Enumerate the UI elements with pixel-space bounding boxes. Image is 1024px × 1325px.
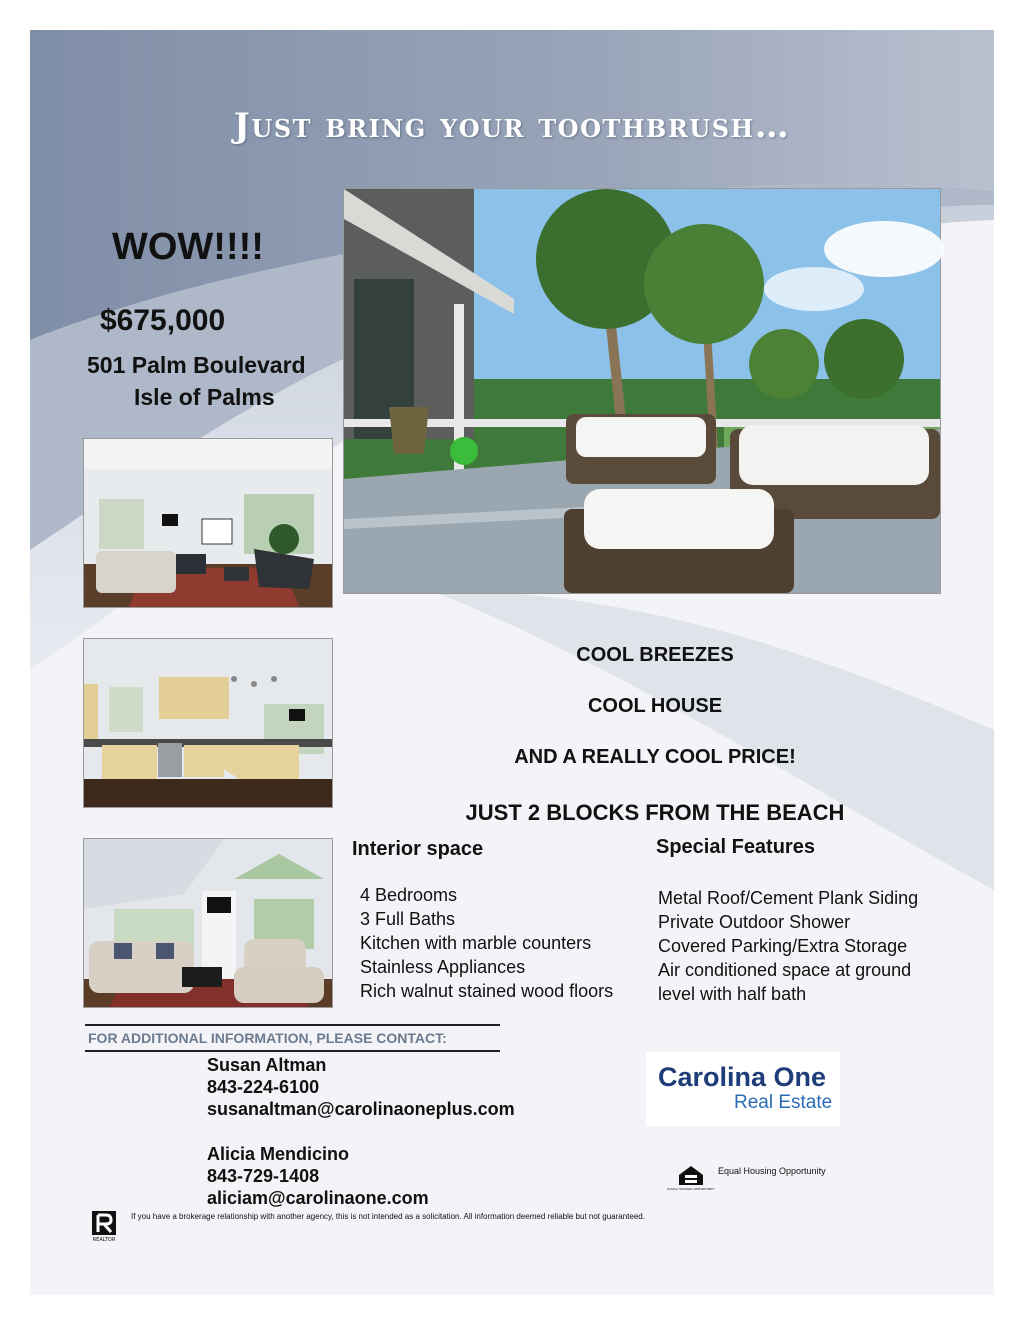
kitchen-photo — [83, 638, 333, 808]
house-icon — [667, 1163, 715, 1193]
tagline-cool-breezes: COOL BREEZES — [576, 644, 734, 666]
agent-name: Alicia Mendicino — [207, 1144, 350, 1164]
realtor-label: REALTOR — [92, 1237, 116, 1243]
tagline-cool-house: COOL HOUSE — [587, 695, 723, 717]
list-item: Covered Parking/Extra Storage — [658, 936, 908, 956]
list-item: level with half bath — [658, 984, 807, 1004]
list-item: 3 Full Baths — [360, 909, 456, 929]
realtor-r-icon — [90, 1210, 118, 1242]
agent-card — [207, 1143, 429, 1209]
interior-list — [360, 883, 613, 1003]
agent-card — [207, 1054, 515, 1120]
features-heading: Special Features — [656, 836, 815, 858]
list-item: Rich walnut stained wood floors — [360, 981, 614, 1001]
listing-price: $675,000 — [100, 304, 226, 337]
wow-text: WOW!!!! — [112, 226, 264, 268]
living-room-photo — [83, 438, 333, 608]
list-item: Air conditioned space at ground — [658, 960, 912, 980]
address-street: 501 Palm Boulevard — [87, 352, 306, 378]
contact-heading: FOR ADDITIONAL INFORMATION, PLEASE CONTACT: — [85, 1024, 500, 1052]
agent-email[interactable]: susanaltman@carolinaoneplus.com — [207, 1099, 515, 1119]
carolina-one-logo — [646, 1052, 840, 1126]
list-item: Kitchen with marble counters — [360, 933, 592, 953]
address-city: Isle of Palms — [134, 384, 275, 410]
flyer-sheet — [30, 30, 994, 1295]
agent-name: Susan Altman — [207, 1055, 327, 1075]
agent-phone[interactable]: 843-729-1408 — [207, 1166, 320, 1186]
logo-main-text: Carolina One — [658, 1062, 827, 1092]
family-room-photo — [83, 838, 333, 1008]
headline: Just bring your toothbrush… — [233, 106, 791, 146]
disclaimer: If you have a brokerage relationship with another agency, this is not intended as a solicitation. All information deemed reliable but not guaranteed. — [131, 1212, 645, 1221]
deck-photo — [343, 188, 941, 594]
interior-heading: Interior space — [352, 838, 484, 860]
tagline-cool-price: AND A REALLY COOL PRICE! — [514, 746, 796, 768]
list-item: 4 Bedrooms — [360, 885, 458, 905]
logo-sub-text: Real Estate — [734, 1092, 833, 1113]
agent-email[interactable]: aliciam@carolinaone.com — [207, 1188, 429, 1208]
list-item: Private Outdoor Shower — [658, 912, 851, 932]
list-item: Metal Roof/Cement Plank Siding — [658, 888, 919, 908]
features-list — [658, 886, 918, 1006]
equal-housing-text: Equal Housing Opportunity — [718, 1166, 826, 1176]
agent-phone[interactable]: 843-224-6100 — [207, 1077, 320, 1097]
tagline-beach: JUST 2 BLOCKS FROM THE BEACH — [465, 800, 845, 825]
list-item: Stainless Appliances — [360, 957, 526, 977]
house-icon-caption: EQUAL HOUSING OPPORTUNITY — [667, 1187, 715, 1191]
